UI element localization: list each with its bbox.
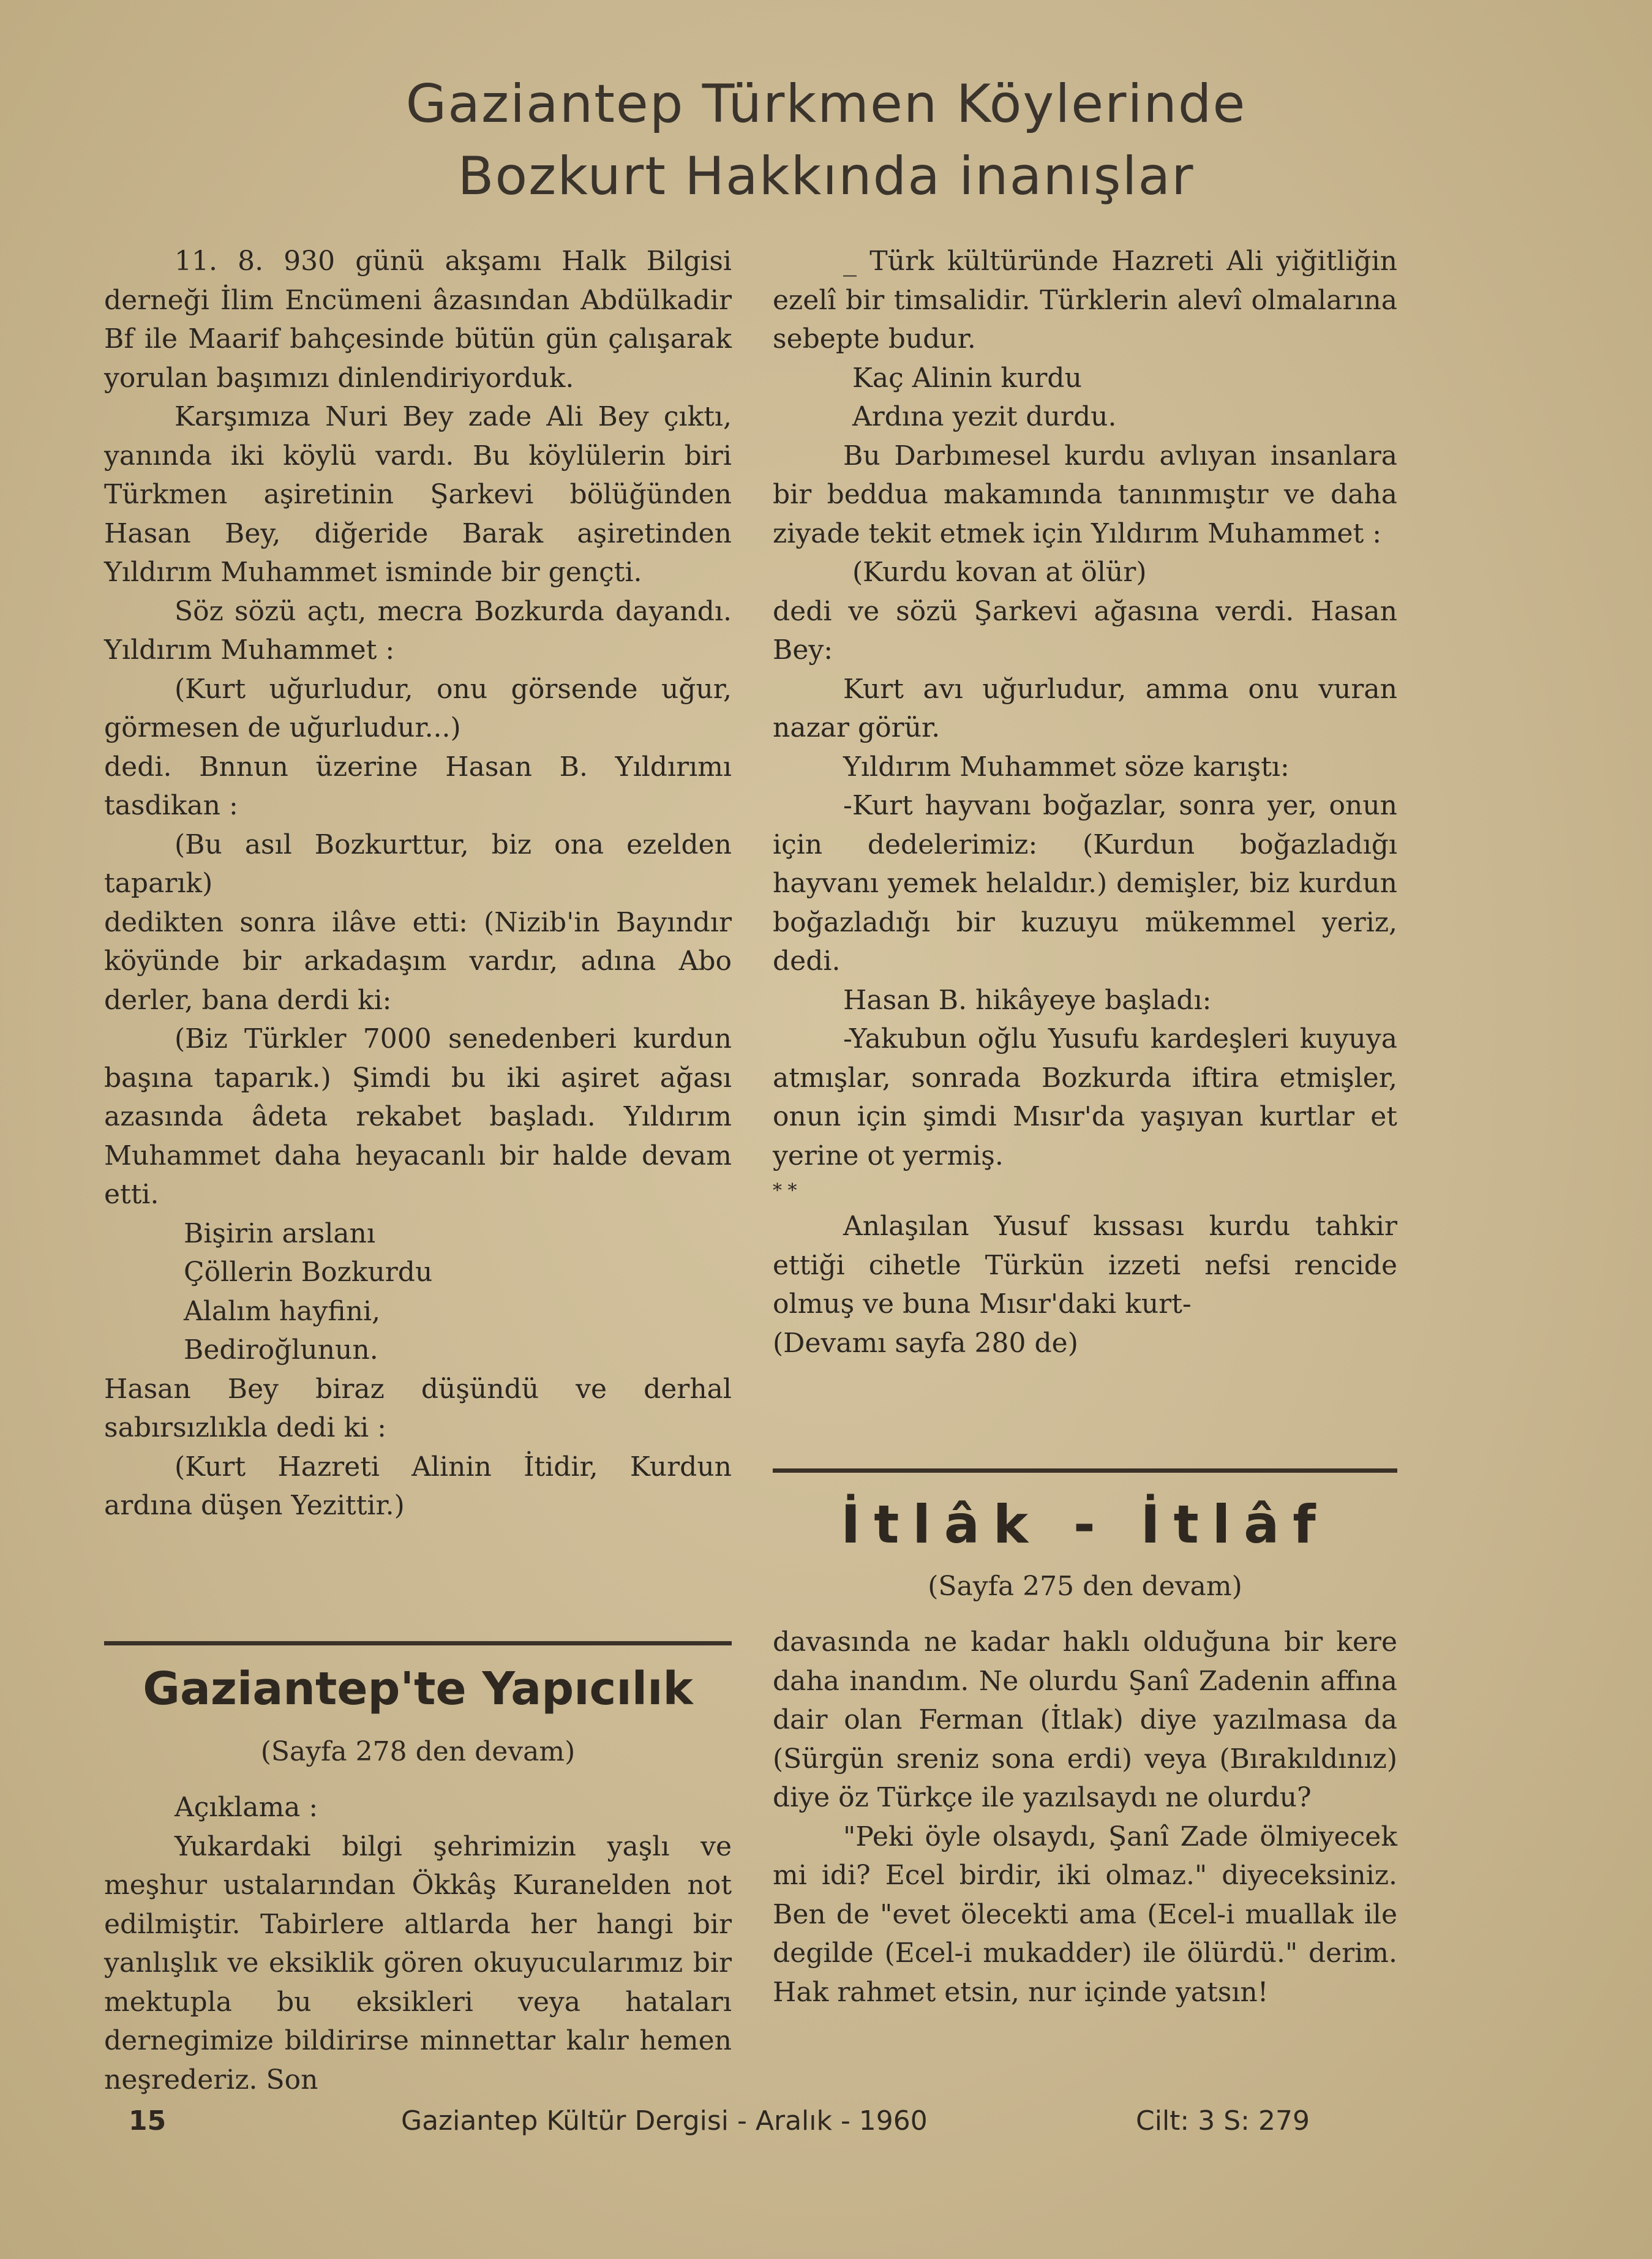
section-divider-right xyxy=(773,1468,1397,1473)
paragraph: Anlaşılan Yusuf kıssası kurdu tahkir ettiği cihetle Türkün izzeti nefsi rencide olmuş ve buna Mısır'daki kurt- xyxy=(773,1211,1397,1320)
paragraph: (Kurt Hazreti Alinin İtidir, Kurdun ardına düşen Yezittir.) xyxy=(104,1451,732,1521)
section-ornament: * * xyxy=(773,1180,797,1201)
article-title-line-2: Bozkurt Hakkında inanışlar xyxy=(457,146,1195,207)
paragraph: 11. 8. 930 günü akşamı Halk Bilgisi derneği İlim Encümeni âzasından Abdülkadir Bf ile Maarif bahçesinde bütün gün çalışarak yorulan başımızı dinlendiriyorduk. xyxy=(104,246,732,394)
paragraph: davasında ne kadar haklı olduğuna bir kere daha inandım. Ne olurdu Şanî Zadenin affına dair olan Ferman (İtlak) diye yazılmasa da (Sürgün sreniz sona erdi) veya (Bırakıldınız) diye öz Türkçe ile yazılsaydı ne olurdu? xyxy=(773,1626,1397,1813)
verse-line: Çöllerin Bozkurdu xyxy=(184,1257,433,1288)
paragraph: _ Türk kültüründe Hazreti Ali yiğitliğin ezelî bir timsalidir. Türklerin alevî olmalarına sebepte budur. xyxy=(773,246,1397,355)
itlak-section-subtitle: (Sayfa 275 den devam) xyxy=(928,1571,1242,1602)
paragraph: Yukardaki bilgi şehrimizin yaşlı ve meşhur ustalarından Ökkâş Kuranelden not edilmiştir. Tabirlere altlarda her hangi bir yanlışlık ve eksiklik gören okuyucularımız bir mektupla bu eksikleri veya hataları dernegimize bildirirse minnettar kalır hemen neşrederiz. Son xyxy=(104,1830,732,2095)
itlak-section-title: İtlâk - İtlâf xyxy=(841,1494,1329,1555)
paragraph: Açıklama : xyxy=(175,1792,318,1823)
article-title-line-1: Gaziantep Türkmen Köylerinde xyxy=(405,73,1247,135)
yapicilik-section-subtitle: (Sayfa 278 den devam) xyxy=(260,1736,576,1767)
paragraph: -Yakubun oğlu Yusufu kardeşleri kuyuya atmışlar, sonrada Bozkurda iftira etmişler, onun için şimdi Mısır'da yaşıyan kurtlar et yerine ot yermiş. xyxy=(773,1023,1397,1171)
verse-line: (Kurdu kovan at ölür) xyxy=(852,557,1147,588)
yapicilik-section-body xyxy=(104,1788,732,2099)
left-column xyxy=(104,242,732,1525)
volume-footer: Cilt: 3 S: 279 xyxy=(1136,2105,1310,2137)
paragraph: dedi. Bnnun üzerine Hasan B. Yıldırımı tasdikan : xyxy=(104,751,732,821)
paragraph: (Bu asıl Bozkurttur, biz ona ezelden taparık) xyxy=(104,829,732,899)
magazine-footer: Gaziantep Kültür Dergisi - Aralık - 1960 xyxy=(401,2105,928,2137)
verse-line: Kaç Alinin kurdu xyxy=(852,362,1082,394)
paragraph: (Kurt uğurludur, onu görsende uğur, görmesen de uğurludur...) xyxy=(104,673,732,743)
verse-line: Bediroğlunun. xyxy=(184,1334,378,1366)
paragraph: Bu Darbımesel kurdu avlıyan insanlara bir beddua makamında tanınmıştır ve daha ziyade tekit etmek için Yıldırım Muhammet : xyxy=(773,440,1397,549)
paragraph: dedi ve sözü Şarkevi ağasına verdi. Hasan Bey: xyxy=(773,595,1397,666)
continued-note: (Devamı sayfa 280 de) xyxy=(773,1327,1078,1359)
paragraph: Hasan Bey biraz düşündü ve derhal sabırsızlıkla dedi ki : xyxy=(104,1373,732,1443)
paragraph: dedikten sonra ilâve etti: (Nizib'in Bayındır köyünde bir arkadaşım vardır, adına Abo derler, bana derdi ki: xyxy=(104,906,732,1016)
paragraph: -Kurt hayvanı boğazlar, sonra yer, onun için dedelerimiz: (Kurdun boğazladığı hayvanı yemek helaldır.) demişler, biz kurdun boğazladığı bir kuzuyu mükemmel yeriz, dedi. xyxy=(773,790,1397,977)
paragraph: Karşımıza Nuri Bey zade Ali Bey çıktı, yanında iki köylü vardı. Bu köylülerin biri Türkmen aşiretinin Şarkevi bölüğünden Hasan Bey, diğeride Barak aşiretinden Yıldırım Muhammet isminde bir gençti. xyxy=(104,401,732,588)
paragraph: (Biz Türkler 7000 senedenberi kurdun başına taparık.) Şimdi bu iki aşiret ağası azasında âdeta rekabet başladı. Yıldırım Muhammet daha heyacanlı bir halde devam etti. xyxy=(104,1023,732,1210)
yapicilik-section-title: Gaziantep'te Yapıcılık xyxy=(143,1663,693,1715)
right-column xyxy=(773,242,1397,1363)
paragraph: Kurt avı uğurludur, amma onu vuran nazar görür. xyxy=(773,673,1397,743)
paragraph: Yıldırım Muhammet söze karıştı: xyxy=(843,751,1290,783)
section-divider-left xyxy=(104,1641,732,1645)
itlak-section-body xyxy=(773,1623,1397,2012)
page-number: 15 xyxy=(129,2105,167,2137)
paragraph: Hasan B. hikâyeye başladı: xyxy=(843,984,1212,1016)
verse-line: Ardına yezit durdu. xyxy=(852,401,1117,432)
paragraph: "Peki öyle olsaydı, Şanî Zade ölmiyecek mi idi? Ecel birdir, iki olmaz." diyeceksiniz. Ben de "evet ölecekti ama (Ecel-i muallak ile degilde (Ecel-i mukadder) ile ölürdü." derim. Hak rahmet etsin, nur içinde yatsın! xyxy=(773,1821,1397,2008)
verse-line: Bişirin arslanı xyxy=(184,1217,376,1249)
verse-line: Alalım hayfini, xyxy=(184,1295,381,1327)
paragraph: Söz sözü açtı, mecra Bozkurda dayandı. Yıldırım Muhammet : xyxy=(104,595,732,666)
